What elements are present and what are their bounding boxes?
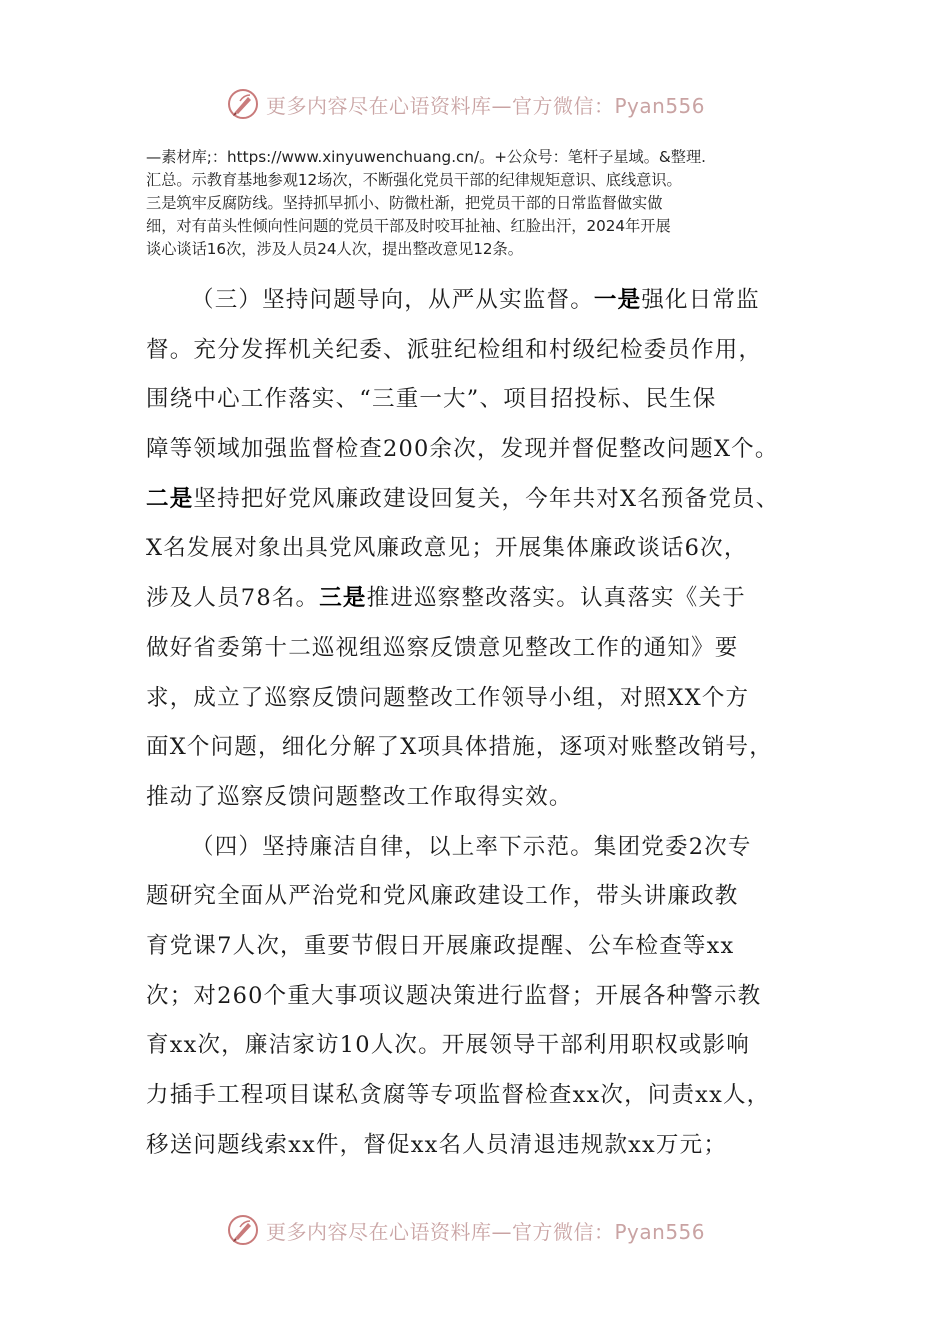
watermark-text: 更多内容尽在心语资料库—官方微信：Pyan556 — [266, 1219, 706, 1244]
paragraph-line: 围绕中心工作落实、“三重一大”、项目招投标、民生保 — [146, 386, 717, 413]
header-watermark — [226, 84, 705, 124]
paragraph-line: 推动了巡察反馈问题整改工作取得实效。 — [146, 783, 573, 810]
bold-run: 二是 — [146, 485, 194, 512]
paragraph-line: 求，成立了巡察反馈问题整改工作领导小组，对照XX个方 — [146, 684, 750, 711]
paragraph-line: 育党课7人次，重要节假日开展廉政提醒、公车检查等xx — [146, 932, 735, 959]
pen-nib-logo-icon — [226, 87, 260, 121]
paragraph-line: 次；对260个重大事项议题决策进行监督；开展各种警示教 — [146, 982, 762, 1009]
bold-run: 一是 — [593, 287, 642, 313]
paragraph-line: （四）坚持廉洁自律，以上率下示范。集团党委2次专 — [191, 833, 752, 860]
text-run: 坚持把好党风廉政建设回复关，今年共对X名预备党员、 — [193, 485, 780, 512]
paragraph-line: 督。充分发挥机关纪委、派驻纪检组和村级纪检委员作用， — [146, 336, 763, 363]
paragraph-line — [146, 276, 826, 326]
paragraph-line: 育xx次，廉洁家访10人次。开展领导干部利用职权或影响 — [146, 1032, 750, 1059]
watermark-text: 更多内容尽在心语资料库—官方微信：Pyan556 — [266, 93, 706, 118]
pen-nib-logo-icon — [226, 1213, 260, 1247]
text-run: 强化日常监 — [641, 287, 760, 313]
footer-watermark — [226, 1210, 705, 1250]
bold-run: 三是 — [319, 585, 367, 612]
paragraph-line: 移送问题线索xx件，督促xx名人员清退违规款xx万元； — [146, 1131, 728, 1158]
paragraph-line — [146, 574, 826, 624]
paragraph-line — [146, 475, 826, 525]
small-line: 三是筑牢反腐防线。坚持抓早抓小、防微杜渐，把党员干部的日常监督做实做 — [146, 194, 663, 212]
main-body-text — [146, 276, 826, 1170]
text-run: 涉及人员78名。 — [146, 585, 320, 612]
text-run: （三）坚持问题导向，从严从实监督。 — [191, 287, 594, 313]
small-line: 汇总。示教育基地参观12场次，不断强化党员干部的纪律规矩意识、底线意识。 — [146, 171, 682, 189]
paragraph-line: 做好省委第十二巡视组巡察反馈意见整改工作的通知》要 — [146, 634, 739, 661]
paragraph-line: 面X个问题，细化分解了X项具体措施，逐项对账整改销号， — [146, 734, 773, 761]
paragraph-line: 题研究全面从严治党和党风廉政建设工作，带头讲廉政教 — [146, 883, 739, 910]
paragraph-line: X名发展对象出具党风廉政意见；开展集体廉政谈话6次， — [146, 535, 748, 562]
small-line: 谈心谈话16次，涉及人员24人次，提出整改意见12条。 — [146, 240, 523, 258]
paragraph-line: 障等领域加强监督检查200余次，发现并督促整改问题X个。 — [146, 436, 779, 463]
small-text-block — [146, 146, 822, 261]
paragraph-line: 力插手工程项目谋私贪腐等专项监督检查xx次，问责xx人， — [146, 1082, 771, 1108]
small-line: —素材库;：https://www.xinyuwenchuang.cn/。+公众号：笔杆子星域。&整理. — [146, 148, 706, 166]
small-line: 细，对有苗头性倾向性问题的党员干部及时咬耳扯袖、红脸出汗，2024年开展 — [146, 217, 671, 235]
text-run: 推进巡察整改落实。认真落实《关于 — [366, 585, 746, 612]
